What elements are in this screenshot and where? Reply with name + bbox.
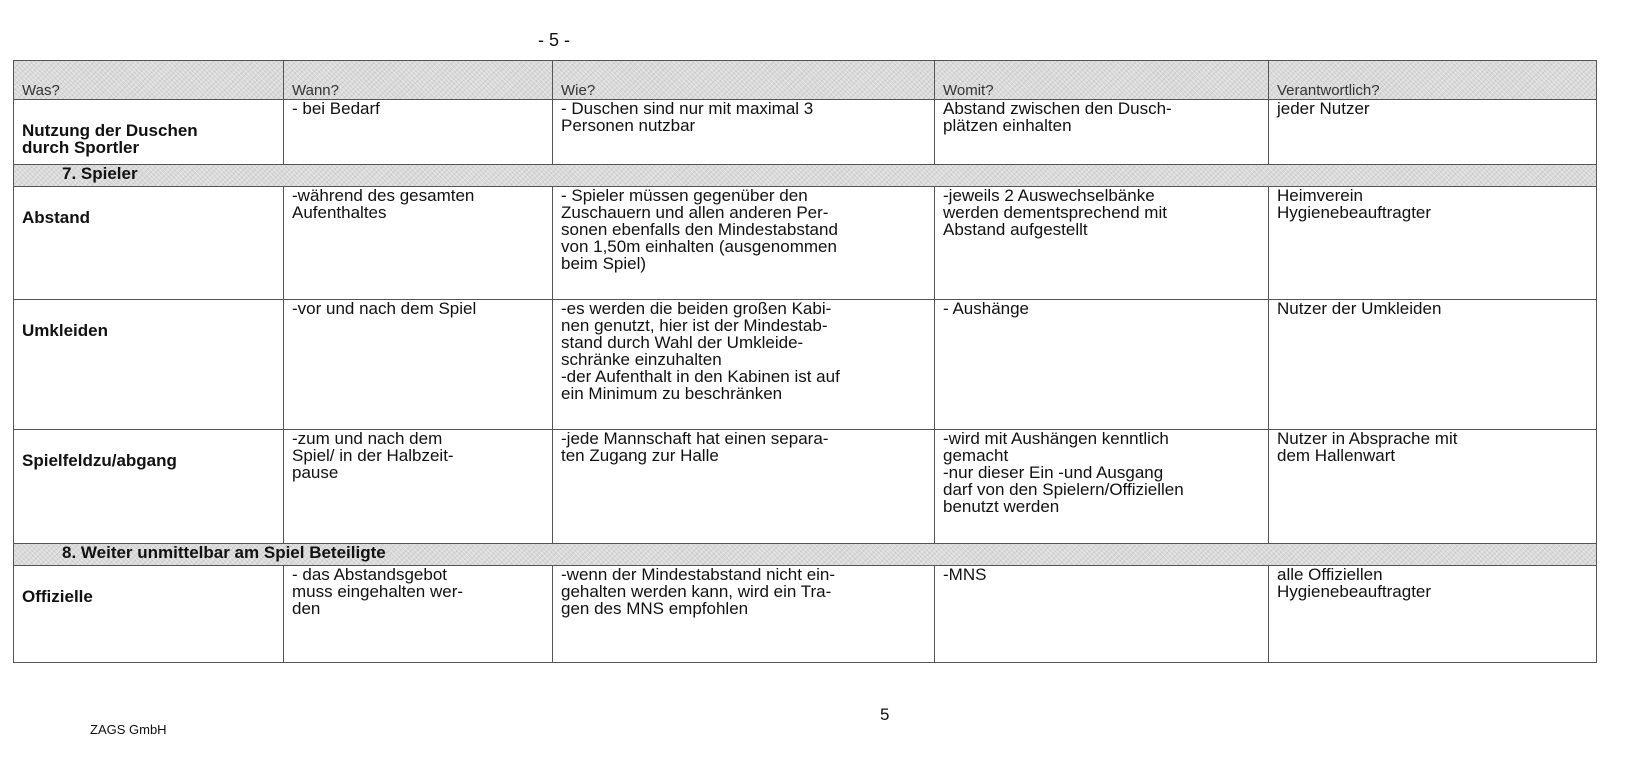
table-row (14, 430, 1597, 544)
header-row (14, 61, 1597, 100)
footer-company: ZAGS GmbH (90, 722, 167, 737)
table-row (14, 187, 1597, 300)
cell-verantwortlich: Nutzer in Absprache mit dem Hallenwart (1269, 430, 1597, 544)
column-header-wann: Wann? (284, 61, 553, 100)
cell-verantwortlich: jeder Nutzer (1269, 100, 1597, 165)
section-row-spieler (14, 165, 1597, 187)
cell-womit: -MNS (935, 566, 1269, 663)
column-header-wie: Wie? (553, 61, 935, 100)
column-header-verantwortlich: Verantwortlich? (1269, 61, 1597, 100)
cell-wie: -es werden die beiden großen Kabi- nen genutzt, hier ist der Mindestab- stand durch Wahl der Umkleide- schränke einzuhalten -der Aufenthalt in den Kabinen ist auf ein Minimum zu beschränken (553, 300, 935, 430)
cell-verantwortlich: alle Offiziellen Hygienebeauftragter (1269, 566, 1597, 663)
hygiene-plan-table (13, 60, 1597, 663)
table-row (14, 300, 1597, 430)
cell-was: Umkleiden (14, 300, 284, 430)
cell-was: Spielfeldzu/abgang (14, 430, 284, 544)
cell-verantwortlich: Nutzer der Umkleiden (1269, 300, 1597, 430)
cell-womit: Abstand zwischen den Dusch- plätzen einhalten (935, 100, 1269, 165)
table-row (14, 100, 1597, 165)
cell-womit: - Aushänge (935, 300, 1269, 430)
section-row-beteiligte (14, 544, 1597, 566)
cell-wie: -jede Mannschaft hat einen separa- ten Zugang zur Halle (553, 430, 935, 544)
column-header-womit: Womit? (935, 61, 1269, 100)
cell-womit: -jeweils 2 Auswechselbänke werden dementsprechend mit Abstand aufgestellt (935, 187, 1269, 300)
cell-wann: -vor und nach dem Spiel (284, 300, 553, 430)
cell-was: Abstand (14, 187, 284, 300)
page-header: - 5 - (538, 30, 571, 50)
cell-was: Offizielle (14, 566, 284, 663)
cell-wann: -während des gesamten Aufenthaltes (284, 187, 553, 300)
section-title: 7. Spieler (14, 165, 1597, 187)
cell-wann: - das Abstandsgebot muss eingehalten wer- den (284, 566, 553, 663)
cell-verantwortlich: Heimverein Hygienebeauftragter (1269, 187, 1597, 300)
cell-womit: -wird mit Aushängen kenntlich gemacht -nur dieser Ein -und Ausgang darf von den Spielern/Offiziellen benutzt werden (935, 430, 1269, 544)
cell-wie: - Spieler müssen gegenüber den Zuschauern und allen anderen Per- sonen ebenfalls den Mindestabstand von 1,50m einhalten (ausgenommen beim Spiel) (553, 187, 935, 300)
page-number: 5 (880, 705, 890, 724)
cell-wie: -wenn der Mindestabstand nicht ein- gehalten werden kann, wird ein Tra- gen des MNS empfohlen (553, 566, 935, 663)
table-row (14, 566, 1597, 663)
cell-wann: -zum und nach dem Spiel/ in der Halbzeit- pause (284, 430, 553, 544)
cell-wann: - bei Bedarf (284, 100, 553, 165)
section-title: 8. Weiter unmittelbar am Spiel Beteiligte (14, 544, 1597, 566)
cell-was: Nutzung der Duschen durch Sportler (14, 100, 284, 165)
cell-wie: - Duschen sind nur mit maximal 3 Personen nutzbar (553, 100, 935, 165)
column-header-was: Was? (14, 61, 284, 100)
